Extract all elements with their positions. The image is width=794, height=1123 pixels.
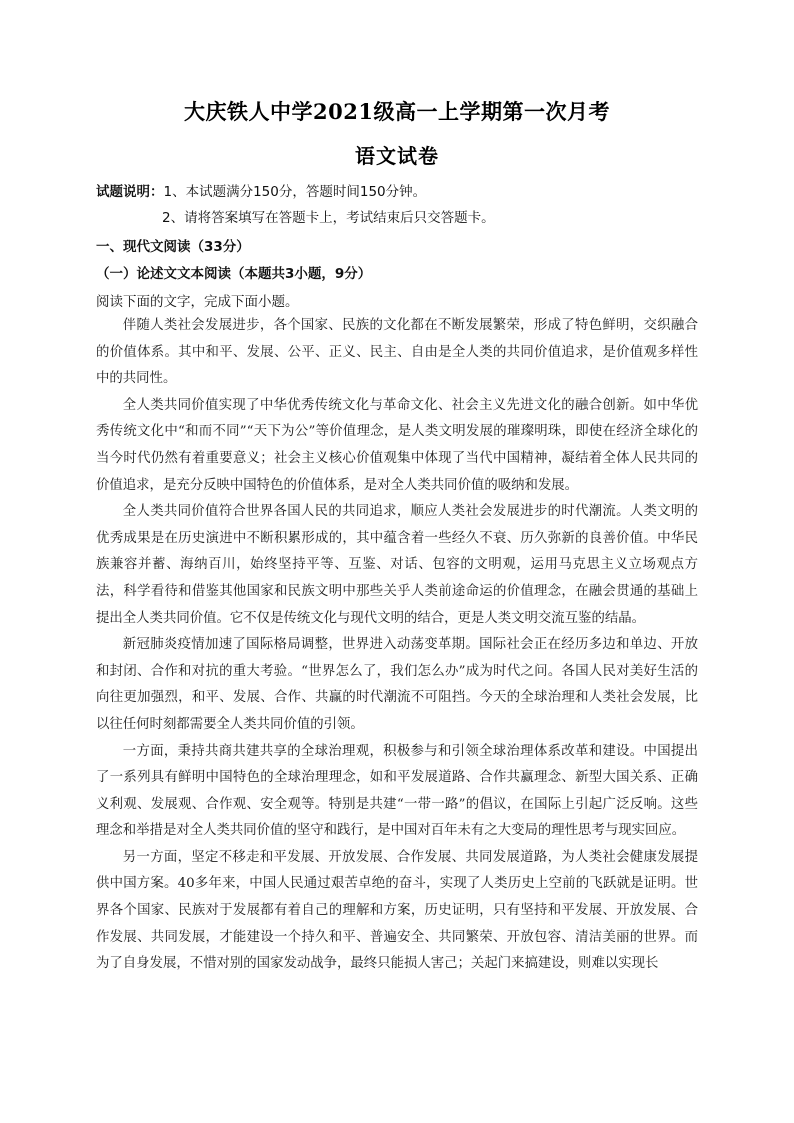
exam-subtitle: 语文试卷	[355, 144, 439, 168]
passage-paragraph: 新冠肺炎疫情加速了国际格局调整，世界进入动荡变革期。国际社会正在经历多边和单边、开放和封闭、合作和对抗的重大考验。“世界怎么了，我们怎么办”成为时代之问。各国人民对美好生活的向往更加强烈，和平、发展、合作、共赢的时代潮流不可阻挡。今天的全球治理和人类社会发展，比以往任何时刻都需要全人类共同价值的引领。	[96, 637, 698, 732]
instructions-label: 试题说明：	[96, 184, 164, 200]
instructions-line-2: 2、请将答案填写在答题卡上，考试结束后只交答题卡。	[162, 210, 495, 226]
passage-paragraph: 一方面，秉持共商共建共享的全球治理观，积极参与和引领全球治理体系改革和建设。中国提出了一系列具有鲜明中国特色的全球治理理念，如和平发展道路、合作共赢理念、新型大国关系、正确义利观、发展观、合作观、安全观等。特别是共建“一带一路”的倡议，在国际上引起广泛反响。这些理念和举措是对全人类共同价值的坚守和践行，是中国对百年未有之大变局的理性思考与现实回应。	[96, 743, 698, 839]
instructions-text-1: 1、本试题满分150分，答题时间150分钟。	[163, 184, 427, 200]
passage-paragraph: 另一方面，坚定不移走和平发展、开放发展、合作发展、共同发展道路，为人类社会健康发展提供中国方案。40多年来，中国人民通过艰苦卓绝的奋斗，实现了人类历史上空前的飞跃就是证明。世界各个国家、民族对于发展都有着自己的理解和方案，历史证明，只有坚持和平发展、开放发展、合作发展、共同发展，才能建设一个持久和平、普遍安全、共同繁荣、开放包容、清洁美丽的世界。而为了自身发展，不惜对别的国家发动战争，最终只能损人害己；关起门来搞建设，则难以实现长	[96, 849, 698, 972]
passage-paragraph: 全人类共同价值实现了中华优秀传统文化与革命文化、社会主义先进文化的融合创新。如中华优秀传统文化中“和而不同”“天下为公”等价值理念，是人类文明发展的璀璨明珠，即使在经济全球化的当今时代仍然有着重要意义；社会主义核心价值观集中体现了当代中国精神，凝结着全体人民共同的价值追求，是充分反映中国特色的价值体系，是对全人类共同价值的吸纳和发展。	[96, 397, 698, 493]
subsection-heading: （一）论述文文本阅读（本题共3小题，9分）	[96, 266, 372, 282]
passage-paragraph: 全人类共同价值符合世界各国人民的共同追求，顺应人类社会发展进步的时代潮流。人类文明的优秀成果是在历史演进中不断积累形成的，其中蕴含着一些经久不衰、历久弥新的良善价值。中华民族兼容并蓄、海纳百川，始终坚持平等、互鉴、对话、包容的文明观，运用马克思主义立场观点方法，科学看待和借鉴其他国家和民族文明中那些关乎人类前途命运的价值理念，在融会贯通的基础上提出全人类共同价值。它不仅是传统文化与现代文明的结合，更是人类文明交流互鉴的结晶。	[96, 504, 698, 626]
section-heading: 一、现代文阅读（33分）	[96, 239, 250, 255]
reading-instruction: 阅读下面的文字，完成下面小题。	[96, 294, 299, 310]
instructions-line-1	[96, 180, 716, 200]
passage-paragraph: 伴随人类社会发展进步，各个国家、民族的文化都在不断发展繁荣，形成了特色鲜明，交织融合的价值体系。其中和平、发展、公平、正义、民主、自由是全人类的共同价值追求，是价值观多样性中的共同性。	[96, 318, 698, 387]
exam-title: 大庆铁人中学2021级高一上学期第一次月考	[184, 99, 610, 124]
reading-passage	[96, 313, 698, 978]
